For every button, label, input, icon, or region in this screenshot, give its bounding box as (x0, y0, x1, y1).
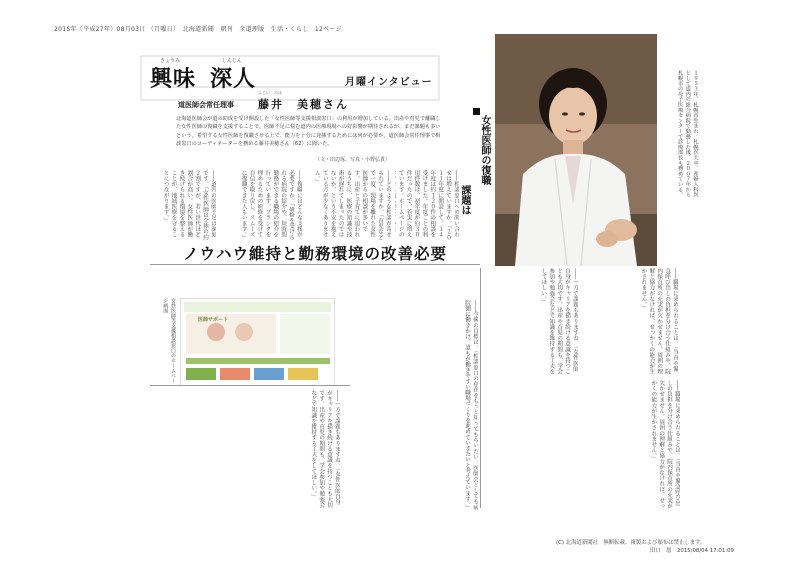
body-column-9: ――一方で課題もありますね。「女性医師自身がキャリアを描き続ける意識を持つことも大切です。出産や育児の期間も、学会参加や勉強会などで知識を維持する工夫をしてほしい。」 (310, 390, 340, 508)
body-column-5: ――職場に求められることは。「当直や緊急呼び出しの負担を分け合う仕組みや、院内保育所の充実が欠かせません。周囲の理解と協力がなければ、せっかくの能力が生かされません。」 (640, 268, 678, 375)
web-banner: 医師サポート (198, 317, 229, 323)
website-figure (180, 298, 335, 386)
person-name-ruby: ふじい みほ (258, 90, 282, 95)
headline-rule (150, 264, 480, 265)
corner-title-2 (210, 62, 256, 93)
body-column-7: ――今後の目標は。「相談窓口の存在をもっと知ってもらいたい。医師会としても病院側に働きかけ、誰もが働きやすい職場づくりを進めていきたいと考えています。」 (464, 300, 478, 510)
column-divider (480, 268, 481, 508)
page-header: 2015年（平成27年）08月03日 （月曜日） 北海道新聞 朝刊 全道理版 生活・くらし 12ページ (54, 26, 342, 33)
footer-timestamp: 田口 愿 2015/08/04 17:01:09 (650, 548, 734, 554)
title-marker (473, 108, 480, 115)
series-label: 月曜インタビュー (345, 77, 433, 88)
photo-caption: １９５３年、札幌市生まれ。札幌医大卒。産婦人科医として道内の総合病院で勤務した後、２００７年から札幌市の母子医療センターで診療部長も務めている。 (676, 70, 698, 198)
portrait-photo (495, 34, 657, 266)
corner-title (150, 62, 196, 93)
corner-ruby-1: きょうみ (160, 58, 181, 64)
corner-ruby-2: しんじん (222, 58, 243, 64)
person-name: 藤井 美穂さん (258, 98, 349, 111)
website-caption: 女性医師等支援相談窓口のホームページ画面 (162, 298, 176, 383)
photo-credit: （文・田辺琢、写真・小野弘貴） (315, 157, 391, 163)
body-column-3: ――復職にはどんな支援が必要ですか。「研修を受けられる病院の紹介や、短時間勤務ができる職場の紹介を行っています。ブランクを埋めるための研修を受けて自信を取り戻し、スムーズに復職できた人もいます。」 (240, 170, 302, 240)
photo-title-1: 女性医師の復職 (479, 115, 490, 185)
lead-paragraph: 北海道医師会が道の助成を受け開設した「女性医師等支援相談窓口」の利用が増加している。出産や育児で離職した女性医師の復職を支援することで、医師不足に悩む道内の医療現場への好影響が期待されるが、まだ課題も多いという。希望する女性医師を復職させる上で、能力を十分に発揮するためには何が必要か。道医師会常任理事で相談窓口のコーディネーターを務める藤井美穂さん（62）に聞いた。 (176, 116, 441, 148)
website-thumbnail (180, 298, 335, 386)
corner-title-part1: 興味 (150, 66, 197, 92)
corner-title-part2: 深人 (210, 66, 257, 92)
footer-copyright: (C) 北海道新聞社 無断転載、複製および頒布は禁止します。 (556, 540, 706, 546)
body-column-2: ――どのような相談が寄せられていますか。「育児などで一度、現場を離れた女性医師からの相談が多いです。出産と子育てに追われるうちに、医療の知識や技術が遅れてしまったのではないか、という不安を抱えている方が少なくありません。」 (313, 170, 391, 240)
figure-divider (150, 385, 350, 386)
body-column-6: ――一方で課題もありますね。「女性医師自身がキャリアを描き続ける意識を持つことも大切です。出産や育児の期間も、学会参加や勉強会などで知識を維持する工夫をしてほしい。」 (540, 268, 578, 375)
body-column-1: ――相談窓口への問い合わせは増えていますか。「２０１１年度に開設して、１４年度は約１２０件の相談を受けました。年度ごとの利用件数は、初年度が約３０件だったので、着実に増えています。ホームページの (397, 170, 459, 240)
person-role: 道医師会常任理事 (178, 101, 234, 109)
body-column-8: ――職場に求められることは。「当直や緊急呼び出しの負担を分け合う仕組みや、院内保育所の充実が欠かせません。周囲の理解と協力がなければ、せっかくの能力が生かされません。」 (650, 380, 680, 509)
article-headline: ノウハウ維持と勤務環境の改善必要 (183, 244, 448, 263)
body-column-4: ――道内の医師不足は深刻です。「女性医師は全体の約２割ですが、若い世代ほど割合が高い。女性医師が働き続けられる環境を整えることが、地域医療を守ることにつながります。」 (162, 170, 216, 240)
photo-title-2: 課題は (459, 185, 470, 215)
